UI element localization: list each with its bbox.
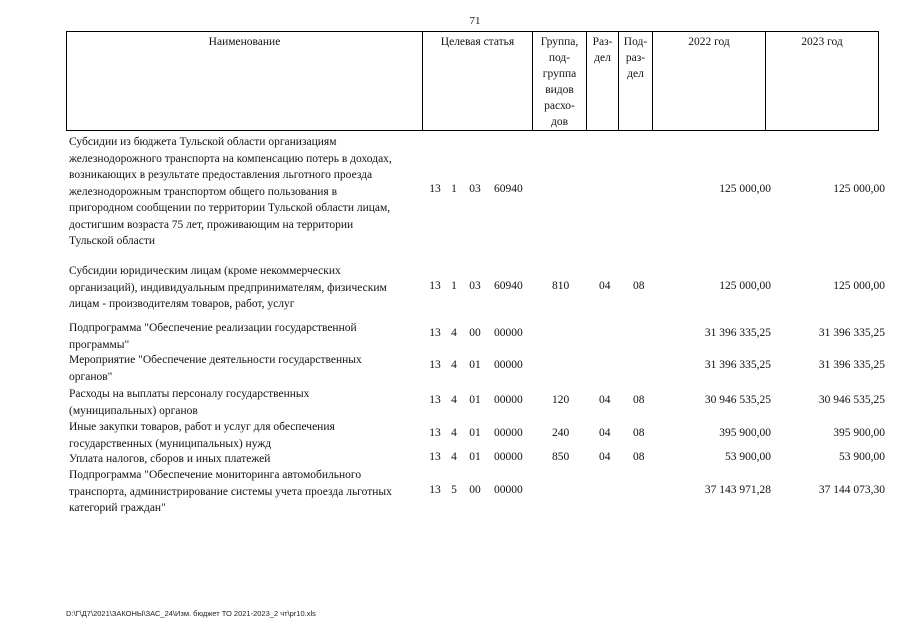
row-k4: 00000 (494, 451, 523, 463)
row-subsection: 08 (633, 427, 645, 439)
row-k4: 60940 (494, 280, 523, 292)
row-section: 04 (599, 280, 611, 292)
header-subsection-text: Под-раз-дел (623, 36, 648, 80)
header-subsection (619, 32, 653, 131)
row-k2: 4 (451, 359, 457, 371)
row-k3: 01 (469, 394, 481, 406)
row-k4: 00000 (494, 427, 523, 439)
row-name: Субсидии из бюджета Тульской области организациям железнодорожного транспорта на компенсацию потерь в доходах, возникающих в результате предоставления льготного проезда железнодорожным транспортом общего пользования в пригородном сообщении по территории Тульской области лицам, достигшим возраста 75 лет, проживающим на территории Тульской области (69, 136, 392, 247)
header-section-text: Раз-дел (592, 36, 613, 64)
row-k3: 01 (469, 451, 481, 463)
row-y2022: 37 143 971,28 (704, 484, 771, 496)
header-section (587, 32, 619, 131)
row-k3: 00 (469, 484, 481, 496)
row-name: Уплата налогов, сборов и иных платежей (69, 453, 271, 465)
row-group: 850 (552, 451, 570, 463)
row-y2022: 395 900,00 (719, 427, 771, 439)
row-k2: 5 (451, 484, 457, 496)
header-target-article: Целевая статья (423, 32, 533, 131)
table-row (66, 467, 891, 517)
table-row (66, 320, 891, 350)
table-header (66, 31, 879, 131)
header-group-text: Группа, под-группа видов расхо-дов (540, 36, 579, 128)
table-row (66, 419, 891, 451)
table-row (66, 263, 891, 313)
row-name: Субсидии юридическим лицам (кроме некоммерческих организаций), индивидуальным предпринимателям, физическим лицам - производителям товаров, работ, услуг (69, 265, 387, 310)
row-k3: 01 (469, 359, 481, 371)
row-k2: 1 (451, 280, 457, 292)
row-name: Иные закупки товаров, работ и услуг для обеспечения государственных (муниципальных) нужд (69, 421, 335, 450)
row-subsection: 08 (633, 394, 645, 406)
row-k1: 13 (429, 183, 441, 195)
row-k4: 00000 (494, 484, 523, 496)
row-k4: 00000 (494, 327, 523, 339)
row-k3: 03 (469, 183, 481, 195)
row-name: Подпрограмма "Обеспечение реализации государственной программы" (69, 322, 357, 351)
row-k1: 13 (429, 427, 441, 439)
row-y2022: 125 000,00 (719, 280, 771, 292)
row-y2023: 31 396 335,25 (818, 359, 885, 371)
row-k2: 4 (451, 327, 457, 339)
row-y2023: 37 144 073,30 (818, 484, 885, 496)
page-number: 71 (469, 15, 481, 27)
row-k2: 4 (451, 451, 457, 463)
row-name: Расходы на выплаты персоналу государственных (муниципальных) органов (69, 388, 310, 417)
row-k1: 13 (429, 451, 441, 463)
row-k1: 13 (429, 359, 441, 371)
row-y2022: 125 000,00 (719, 183, 771, 195)
row-y2022: 31 396 335,25 (704, 327, 771, 339)
row-k3: 03 (469, 280, 481, 292)
row-section: 04 (599, 451, 611, 463)
table-row (66, 386, 891, 418)
row-k3: 01 (469, 427, 481, 439)
row-k1: 13 (429, 484, 441, 496)
row-k4: 00000 (494, 394, 523, 406)
row-k2: 4 (451, 394, 457, 406)
row-subsection: 08 (633, 451, 645, 463)
row-section: 04 (599, 427, 611, 439)
row-name: Подпрограмма "Обеспечение мониторинга автомобильного транспорта, администрирование системы учета проезда льготных категорий граждан" (69, 469, 392, 514)
header-name: Наименование (67, 32, 423, 131)
row-y2022: 31 396 335,25 (704, 359, 771, 371)
row-group: 810 (552, 280, 570, 292)
row-y2023: 395 900,00 (833, 427, 885, 439)
row-section: 04 (599, 394, 611, 406)
row-k1: 13 (429, 327, 441, 339)
row-k1: 13 (429, 394, 441, 406)
row-name: Мероприятие "Обеспечение деятельности государственных органов" (69, 354, 362, 383)
row-group: 240 (552, 427, 570, 439)
row-y2022: 30 946 535,25 (704, 394, 771, 406)
row-y2023: 125 000,00 (833, 280, 885, 292)
row-subsection: 08 (633, 280, 645, 292)
header-year-2022: 2022 год (653, 32, 766, 131)
row-k4: 00000 (494, 359, 523, 371)
row-y2023: 31 396 335,25 (818, 327, 885, 339)
row-k2: 4 (451, 427, 457, 439)
row-k3: 00 (469, 327, 481, 339)
file-path-footer: D:\Г\Д7\2021\ЗАКОНЫ\ЗАС_24\Изм. бюджет ТО 2021-2023_2 чт\pr10.xls (66, 609, 316, 618)
row-k1: 13 (429, 280, 441, 292)
row-group: 120 (552, 394, 570, 406)
header-year-2023: 2023 год (766, 32, 879, 131)
header-group (533, 32, 587, 131)
row-k4: 60940 (494, 183, 523, 195)
row-y2023: 125 000,00 (833, 183, 885, 195)
row-y2023: 53 900,00 (839, 451, 885, 463)
row-y2023: 30 946 535,25 (818, 394, 885, 406)
row-k2: 1 (451, 183, 457, 195)
table-row (66, 352, 891, 382)
row-y2022: 53 900,00 (725, 451, 771, 463)
table-row (66, 134, 891, 250)
